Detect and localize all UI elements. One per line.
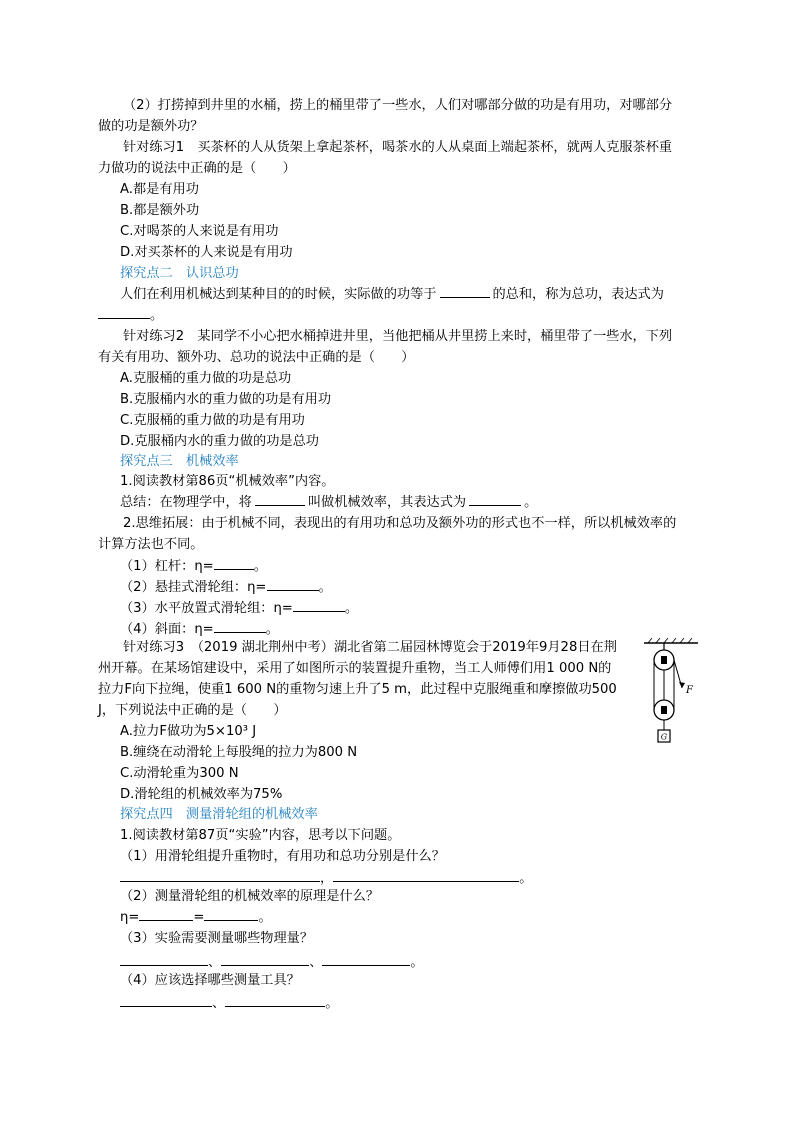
fixed-pulley-axle xyxy=(661,656,667,664)
text-segment: 。 xyxy=(150,308,164,323)
answer-blank[interactable] xyxy=(214,620,266,633)
formula-label: （1）杠杆：η= xyxy=(120,559,214,574)
formula-line xyxy=(120,620,279,640)
question-line: （2）测量滑轮组的机械效率的原理是什么？ xyxy=(120,889,379,904)
formula-line xyxy=(120,578,332,598)
answer-blank[interactable] xyxy=(98,306,150,319)
section-heading: 探究点三 机械效率 xyxy=(120,454,239,469)
text-line: 针对练习1 买茶杯的人从货架上拿起茶杯，喝茶水的人从桌面上端起茶杯，就两人克服茶杯重 xyxy=(123,140,673,155)
text-line: 力做功的说法中正确的是（ ） xyxy=(98,161,296,176)
section-heading: 探究点四 测量滑轮组的机械效率 xyxy=(120,807,318,822)
answer-blank[interactable] xyxy=(225,994,325,1007)
arrow-icon xyxy=(679,682,685,688)
answer-blank[interactable] xyxy=(267,578,319,591)
text-line: 拉力F向下拉绳，使重1 600 N的重物匀速上升了5 m，此过程中克服绳重和摩擦做功500 xyxy=(98,682,617,697)
text-segment: 。 xyxy=(253,559,267,574)
option-a: A.都是有用功 xyxy=(120,182,199,197)
section-heading: 探究点二 认识总功 xyxy=(120,266,239,281)
text-segment: 。 xyxy=(524,495,538,510)
answer-blank[interactable] xyxy=(204,908,258,921)
pulley-diagram xyxy=(640,638,702,746)
formula-line xyxy=(120,557,267,577)
answer-blank[interactable] xyxy=(120,994,212,1007)
text-segment: = xyxy=(193,910,205,925)
text-line: 做的功是额外功？ xyxy=(98,119,204,134)
option-d: D.对买茶杯的人来说是有用功 xyxy=(120,245,293,260)
text-segment: 。 xyxy=(410,955,424,970)
text-line: 有关有用功、额外功、总功的说法中正确的是（ ） xyxy=(98,350,415,365)
text-segment: 人们在利用机械达到某种目的的时候，实际做的功等于 xyxy=(120,287,437,302)
option-c: C.动滑轮重为300 N xyxy=(120,766,239,781)
answer-line xyxy=(120,869,532,889)
option-d: D.滑轮组的机械效率为75% xyxy=(120,787,283,802)
text-segment: 。 xyxy=(318,580,332,595)
text-segment: 。 xyxy=(258,910,272,925)
option-b: B.克服桶内水的重力做的功是有用功 xyxy=(120,392,332,407)
formula-label: （3）水平放置式滑轮组：η= xyxy=(120,601,293,616)
movable-pulley-axle xyxy=(661,706,667,714)
text-line: （2）打捞掉到井里的水桶，捞上的桶里带了一些水，人们对哪部分做的功是有用功，对哪部分 xyxy=(123,98,673,113)
text-segment: ， xyxy=(320,871,334,886)
answer-blank[interactable] xyxy=(139,908,193,921)
answer-blank[interactable] xyxy=(255,493,305,506)
answer-blank[interactable] xyxy=(469,493,521,506)
text-line: 针对练习3 （2019 湖北荆州中考）湖北省第二届园林博览会于2019年9月28日在荆 xyxy=(123,640,617,655)
formula-line xyxy=(120,599,358,619)
text-line: 针对练习2 某同学不小心把水桶掉进井里，当他把桶从井里捞上来时，桶里带了一些水，下列 xyxy=(123,329,673,344)
text-segment: 。 xyxy=(519,871,533,886)
answer-line xyxy=(120,953,424,973)
text-segment: 。 xyxy=(344,601,359,616)
text-line xyxy=(98,306,163,326)
answer-blank[interactable] xyxy=(440,285,490,298)
text-segment: 、 xyxy=(208,955,222,970)
answer-blank[interactable] xyxy=(333,869,519,882)
option-b: B.都是额外功 xyxy=(120,203,200,218)
weight-label: G xyxy=(660,732,668,742)
option-c: C.对喝茶的人来说是有用功 xyxy=(120,224,279,239)
formula-label: （2）悬挂式滑轮组：η= xyxy=(120,580,267,595)
answer-blank[interactable] xyxy=(221,953,309,966)
text-line: 2.思维拓展：由于机械不同，表现出的有用功和总功及额外功的形式也不一样，所以机械效率的 xyxy=(123,516,677,531)
text-line: 1.阅读教材第87页“实验”内容，思考以下问题。 xyxy=(120,828,401,843)
text-segment: 。 xyxy=(325,996,339,1011)
answer-blank[interactable] xyxy=(293,599,345,612)
option-a: A.拉力F做功为5×10³ J xyxy=(120,724,257,739)
text-segment: 叫做机械效率，其表达式为 xyxy=(307,495,467,510)
question-line: （1）用滑轮组提升重物时，有用功和总功分别是什么？ xyxy=(120,849,445,864)
answer-blank[interactable] xyxy=(214,557,254,570)
answer-line xyxy=(120,994,338,1014)
text-segment: 的总和，称为总功，表达式为 xyxy=(492,287,664,302)
formula-label: η= xyxy=(120,910,140,925)
formula-label: （4）斜面：η= xyxy=(120,622,214,637)
text-line: 州开幕。在某场馆建设中，采用了如图所示的装置提升重物，当工人师傅们用1 000 N的 xyxy=(98,661,612,676)
option-b: B.缠绕在动滑轮上每股绳的拉力为800 N xyxy=(120,745,358,760)
text-line: 1.阅读教材第86页“机械效率”内容。 xyxy=(120,474,335,489)
answer-blank[interactable] xyxy=(120,953,208,966)
text-segment: 总结：在物理学中，将 xyxy=(120,495,252,510)
question-line: （3）实验需要测量哪些物理量？ xyxy=(120,931,314,946)
answer-line xyxy=(120,908,272,928)
text-line: J，下列说法中正确的是（ ） xyxy=(98,703,287,718)
option-d: D.克服桶内水的重力做的功是总功 xyxy=(120,434,319,449)
option-c: C.克服桶的重力做的功是有用功 xyxy=(120,413,305,428)
question-line: （4）应该选择哪些测量工具？ xyxy=(120,973,300,988)
text-line xyxy=(120,285,664,305)
text-line: 计算方法也不同。 xyxy=(98,537,204,552)
answer-blank[interactable] xyxy=(322,953,410,966)
text-segment: 。 xyxy=(265,622,279,637)
force-label: F xyxy=(686,685,693,696)
option-a: A.克服桶的重力做的功是总功 xyxy=(120,371,292,386)
text-segment: 、 xyxy=(309,955,323,970)
text-segment: 、 xyxy=(212,996,226,1011)
answer-blank[interactable] xyxy=(120,869,320,882)
text-line xyxy=(120,493,537,513)
